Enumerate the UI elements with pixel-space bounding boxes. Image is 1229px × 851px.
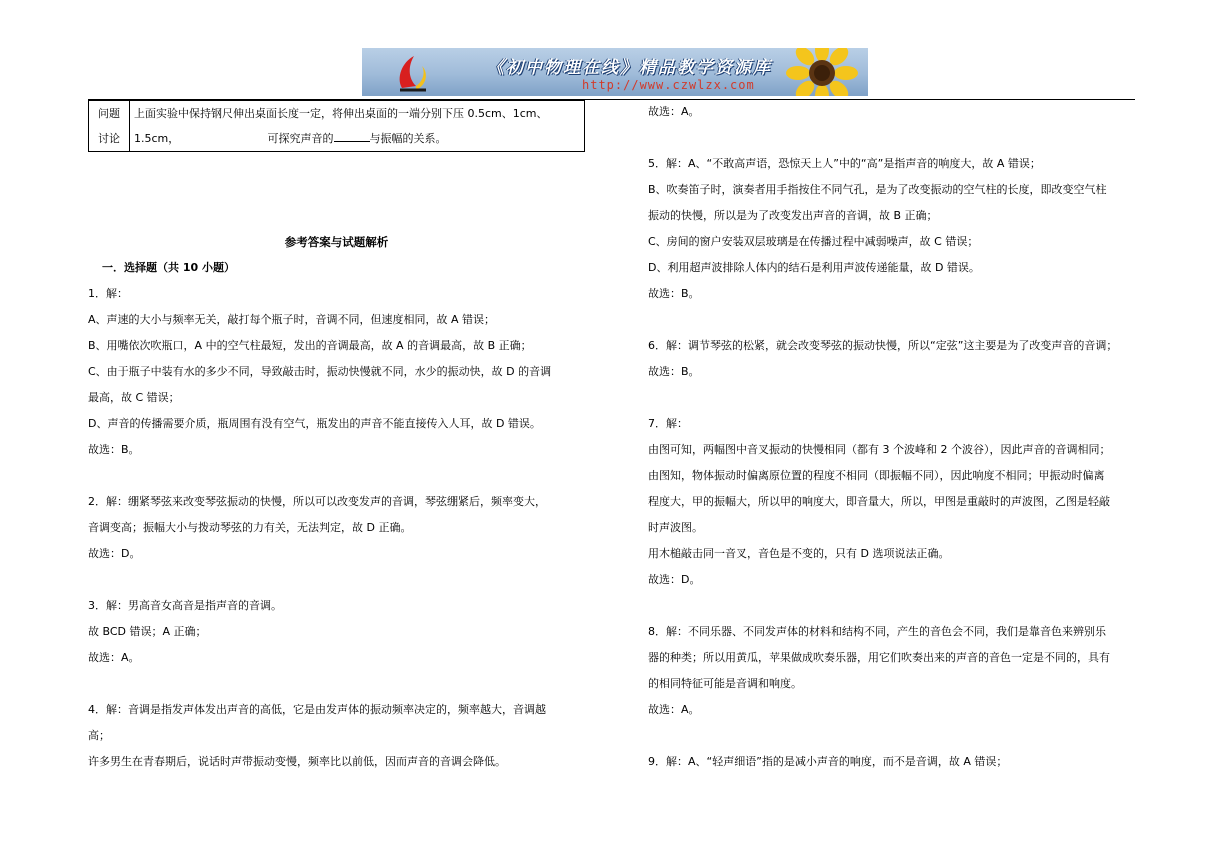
text-line: 故选：D。: [648, 573, 701, 586]
text-line: 用木槌敲击同一音叉，音色是不变的，只有 D 选项说法正确。: [648, 547, 950, 560]
text-line: B、吹奏笛子时，演奏者用手指按住不同气孔，是为了改变振动的空气柱的长度，即改变空气柱: [648, 183, 1107, 196]
text-line: 音调变高；振幅大小与拨动琴弦的力有关，无法判定，故 D 正确。: [88, 521, 412, 534]
text-line: 最高，故 C 错误；: [88, 391, 180, 404]
text-line: B、用嘴依次吹瓶口，A 中的空气柱最短，发出的音调最高，故 A 的音调最高，故 B 正确；: [88, 339, 532, 352]
section-heading: 一．选择题（共 10 小题）: [102, 261, 235, 274]
blank-line: [88, 463, 585, 489]
text-line: 振动的快慢，所以是为了改变发出声音的音调，故 B 正确；: [648, 209, 938, 222]
site-logo-icon: [392, 52, 432, 92]
text-line: 时声波图。: [648, 521, 703, 534]
blank-line: [648, 307, 1138, 333]
text-line: 6．解：调节琴弦的松紧，就会改变琴弦的振动快慢，所以“定弦”这主要是为了改变声音的音调；: [648, 339, 1118, 352]
answer-blank: [334, 129, 370, 142]
text-line: 的相同特征可能是音调和响度。: [648, 677, 802, 690]
text-line: 高；: [88, 729, 110, 742]
blank-line: [648, 385, 1138, 411]
text-line: 9．解：A、“轻声细语”指的是减小声音的响度，而不是音调，故 A 错误；: [648, 755, 1008, 768]
label-question: 问题: [98, 107, 120, 120]
text-line: 4．解：音调是指发声体发出声音的高低，它是由发声体的振动频率决定的，频率越大，音调越: [88, 703, 546, 716]
text-line: 故选：A。: [88, 651, 140, 664]
text-line: 3．解：男高音女高音是指声音的音调。: [88, 599, 282, 612]
text-line: 器的种类；所以用黄瓜，苹果做成吹奏乐器，用它们吹奏出来的声音的音色一定是不同的，具有: [648, 651, 1110, 664]
text-line: 1．解：: [88, 287, 128, 300]
text-line: D、利用超声波排除人体内的结石是利用声波传递能量，故 D 错误。: [648, 261, 980, 274]
text-line: 7．解：: [648, 417, 688, 430]
table-content-cell: [130, 101, 585, 152]
text-line: 2．解：绷紧琴弦来改变琴弦振动的快慢，所以可以改变发声的音调，琴弦绷紧后，频率变大，: [88, 495, 546, 508]
discussion-table: [88, 100, 585, 152]
left-column: [88, 229, 585, 775]
text-line: 程度大，甲的振幅大，所以甲的响度大，即音量大，所以，甲图是重敲时的声波图，乙图是轻敲: [648, 495, 1110, 508]
table-line-2: [130, 126, 584, 151]
text-line: 由图可知，两幅图中音叉振动的快慢相同（都有 3 个波峰和 2 个波谷），因此声音的音调相同；: [648, 443, 1111, 456]
table-line-1: 上面实验中保持钢尺伸出桌面长度一定，将伸出桌面的一端分别下压 0.5cm、1cm、1.5cm，: [134, 107, 548, 145]
header-banner: [362, 48, 868, 96]
text-line: 故 BCD 错误；A 正确；: [88, 625, 207, 638]
answers-title: 参考答案与试题解析: [284, 235, 389, 249]
text-line: 故选：B。: [648, 365, 700, 378]
label-discussion: 讨论: [98, 132, 120, 145]
text-line: C、由于瓶子中装有水的多少不同，导致敲击时，振动快慢就不同，水少的振动快，故 D 的音调: [88, 365, 552, 378]
text-line: C、房间的窗户安装双层玻璃是在传播过程中减弱噪声，故 C 错误；: [648, 235, 979, 248]
table-line-2-after: 与振幅的关系。: [369, 132, 447, 145]
text-line: 许多男生在青春期后，说话时声带振动变慢，频率比以前低，因而声音的音调会降低。: [88, 755, 506, 768]
banner-title: 《初中物理在线》精品教学资源库: [487, 58, 772, 78]
text-line: 5．解：A、“不敢高声语，恐惊天上人”中的“高”是指声音的响度大，故 A 错误；: [648, 157, 1041, 170]
blank-line: [88, 567, 585, 593]
text-line: 故选：A。: [648, 105, 700, 118]
blank-line: [648, 723, 1138, 749]
blank-line: [648, 125, 1138, 151]
text-line: D、声音的传播需要介质，瓶周围有没有空气，瓶发出的声音不能直接传入人耳，故 D 错误。: [88, 417, 541, 430]
text-line: 故选：D。: [88, 547, 141, 560]
banner-url[interactable]: http://www.czwlzx.com: [582, 78, 755, 92]
left-text: [88, 281, 585, 775]
text-line: 故选：A。: [648, 703, 700, 716]
blank-line: [648, 593, 1138, 619]
table-line-2-before: 可探究声音的: [267, 132, 334, 145]
right-column: [648, 99, 1138, 775]
text-line: 由图知，物体振动时偏离原位置的程度不相同（即振幅不同），因此响度不相同；甲振动时偏离: [648, 469, 1105, 482]
text-line: A、声速的大小与频率无关，敲打每个瓶子时，音调不同，但速度相同，故 A 错误；: [88, 313, 496, 326]
sunflower-icon: [782, 48, 862, 96]
text-line: 故选：B。: [648, 287, 700, 300]
blank-line: [88, 671, 585, 697]
right-text: [648, 99, 1138, 775]
text-line: 故选：B。: [88, 443, 140, 456]
table-label-cell: [89, 101, 130, 152]
text-line: 8．解：不同乐器、不同发声体的材料和结构不同，产生的音色会不同，我们是靠音色来辨别乐: [648, 625, 1106, 638]
